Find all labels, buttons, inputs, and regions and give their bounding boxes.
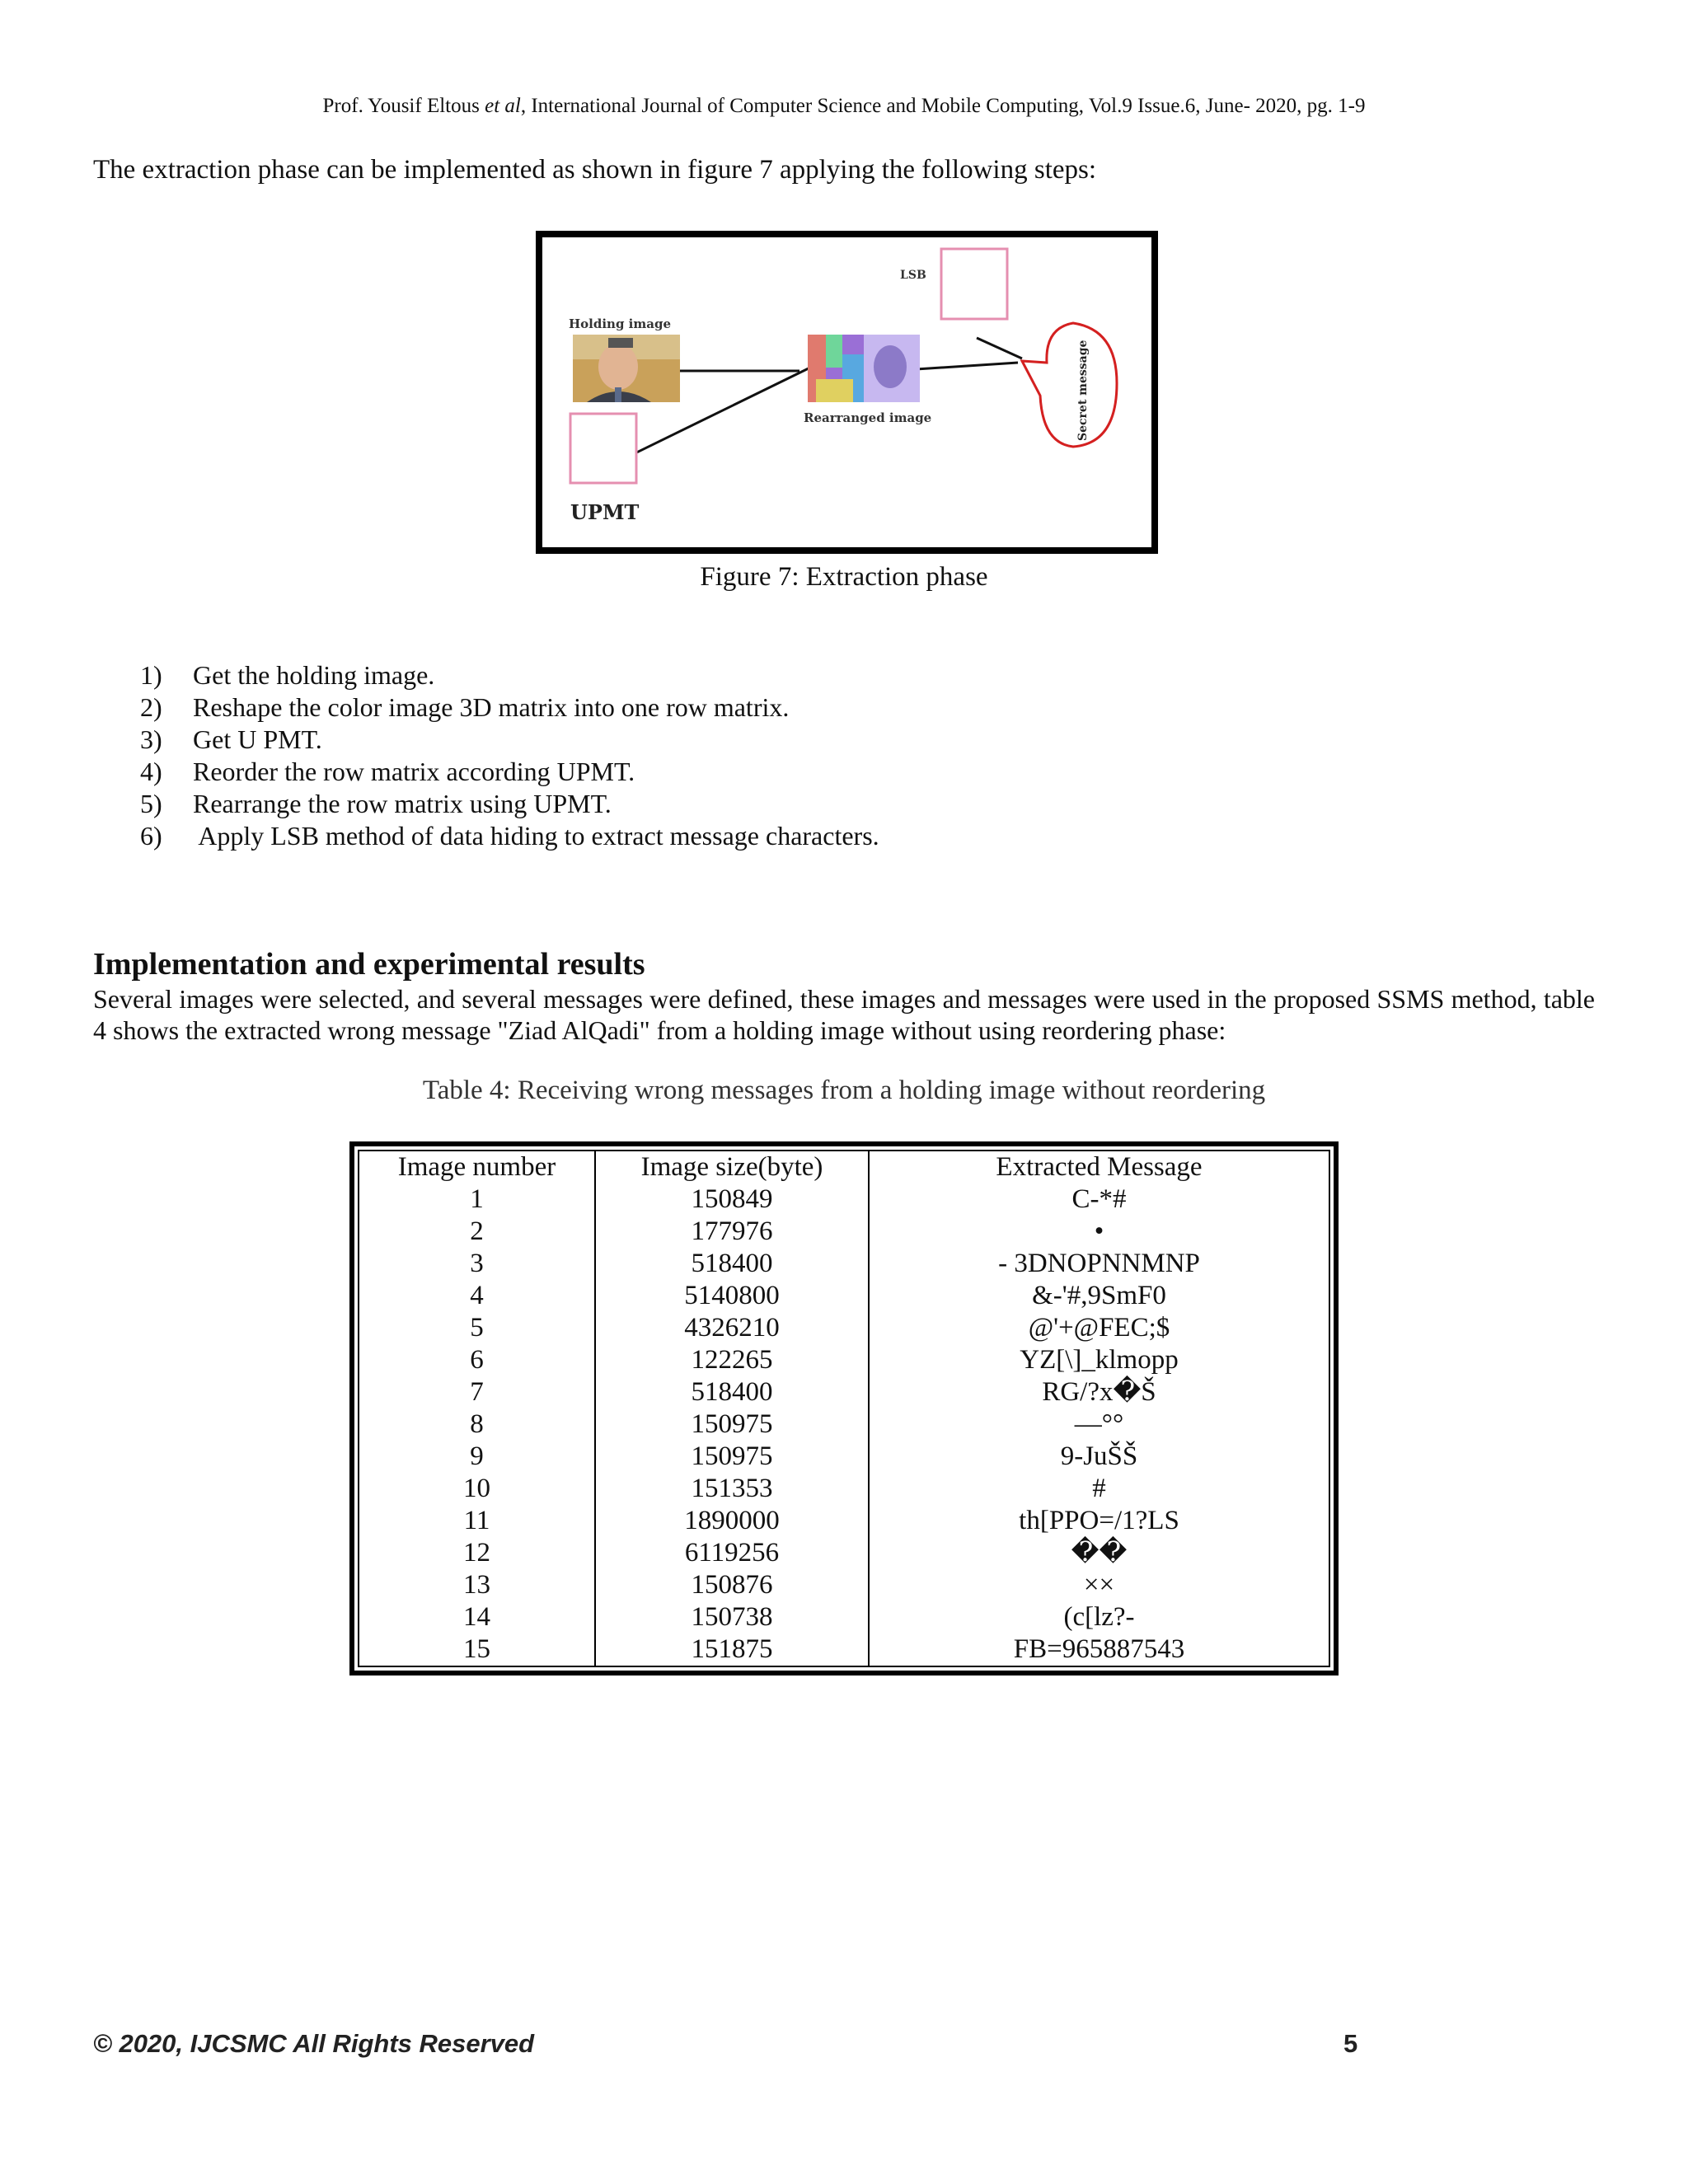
cell-image-size: 151875 — [595, 1633, 869, 1666]
table-row — [359, 1311, 1329, 1343]
table-row — [359, 1537, 1329, 1569]
cell-image-size: 150876 — [595, 1569, 869, 1601]
label-secret-message: Secret message — [1076, 340, 1090, 441]
table-row — [359, 1505, 1329, 1537]
running-header — [0, 95, 1688, 118]
table-row — [359, 1569, 1329, 1601]
cell-extracted-message: �� — [1071, 1538, 1128, 1568]
cell-image-number: 15 — [359, 1633, 595, 1666]
cell-image-number: 9 — [359, 1441, 595, 1473]
step-number: 4) — [140, 757, 162, 786]
step-text: Rearrange the row matrix using UPMT. — [193, 789, 612, 818]
holding-image-photo — [573, 335, 680, 402]
cell-image-number: 12 — [359, 1537, 595, 1569]
step-number: 1) — [140, 660, 162, 690]
cell-extracted-message: - 3DNOPNNMNP — [998, 1248, 1200, 1278]
header-etal: et al — [485, 95, 521, 117]
table-row — [359, 1247, 1329, 1279]
cell-extracted-message: • — [1094, 1216, 1104, 1246]
step-text: Reorder the row matrix according UPMT. — [193, 757, 635, 786]
label-lsb: LSB — [900, 269, 926, 282]
step-text: Get U PMT. — [193, 724, 322, 754]
step-text: Get the holding image. — [193, 660, 435, 690]
cell-image-number: 2 — [359, 1215, 595, 1247]
results-table — [349, 1141, 1339, 1675]
cell-image-size: 1890000 — [595, 1505, 869, 1537]
lsb-box — [941, 249, 1007, 319]
cell-image-number: 11 — [359, 1505, 595, 1537]
cell-image-size: 518400 — [595, 1247, 869, 1279]
header-image-number: Image number — [359, 1151, 595, 1183]
label-rearranged-image: Rearranged image — [804, 410, 932, 425]
cell-extracted-message: YZ[\]_klmopp — [1020, 1344, 1179, 1375]
footer-copyright: © 2020, IJCSMC All Rights Reserved — [93, 2029, 535, 2058]
steps-list — [140, 659, 879, 852]
list-item — [140, 756, 879, 788]
table-row — [359, 1633, 1329, 1666]
rearranged-image — [808, 335, 920, 402]
cell-image-size: 4326210 — [595, 1311, 869, 1343]
header-extracted-message: Extracted Message — [996, 1152, 1203, 1182]
header-journal: , International Journal of Computer Science and Mobile Computing, Vol.9 Issue.6, June- 2020, pg. 1-9 — [520, 95, 1366, 117]
figure-diagram — [536, 231, 1158, 554]
section-paragraph: Several images were selected, and several messages were defined, these images and messages were used in the proposed SSMS method, table 4 shows the extracted wrong message "Ziad AlQadi" from a holding image without using reordering phase: — [93, 984, 1595, 1045]
cell-image-size: 150849 — [595, 1183, 869, 1215]
cell-image-size: 150975 — [595, 1441, 869, 1473]
cell-image-number: 1 — [359, 1183, 595, 1215]
list-item — [140, 820, 879, 852]
header-authors: Prof. Yousif Eltous — [322, 95, 485, 117]
cell-image-number: 14 — [359, 1601, 595, 1633]
table-row — [359, 1441, 1329, 1473]
table-row — [359, 1183, 1329, 1215]
cell-image-number: 10 — [359, 1473, 595, 1505]
header-image-size: Image size(byte) — [595, 1151, 869, 1183]
cell-extracted-message: —°° — [1074, 1408, 1124, 1439]
figure-caption: Figure 7: Extraction phase — [700, 562, 988, 592]
table-row — [359, 1408, 1329, 1440]
cell-image-size: 518400 — [595, 1376, 869, 1408]
section-title: Implementation and experimental results — [93, 947, 645, 982]
step-number: 6) — [140, 821, 162, 851]
cell-image-size: 151353 — [595, 1473, 869, 1505]
cell-extracted-message: @'+@FEC;$ — [1028, 1312, 1170, 1343]
cell-extracted-message: FB=965887543 — [1013, 1634, 1185, 1665]
step-text: Reshape the color image 3D matrix into one row matrix. — [193, 692, 790, 722]
cell-extracted-message: th[PPO=/1?LS — [1019, 1506, 1179, 1536]
step-text: Apply LSB method of data hiding to extract message characters. — [193, 821, 879, 851]
table-row — [359, 1279, 1329, 1311]
list-item — [140, 659, 879, 691]
list-item — [140, 691, 879, 724]
step-number: 2) — [140, 692, 162, 722]
cell-extracted-message: ×× — [1083, 1570, 1115, 1601]
step-number: 5) — [140, 789, 162, 818]
figure-extraction-phase — [536, 231, 1158, 554]
cell-image-size: 6119256 — [595, 1537, 869, 1569]
cell-extracted-message: (c[lz?- — [1063, 1602, 1135, 1633]
cell-image-number: 8 — [359, 1408, 595, 1440]
list-item — [140, 788, 879, 820]
cell-extracted-message: # — [1092, 1474, 1106, 1504]
step-number: 3) — [140, 724, 162, 754]
label-holding-image: Holding image — [569, 316, 671, 331]
cell-extracted-message: RG/?x�Š — [1042, 1376, 1156, 1407]
table-row — [359, 1601, 1329, 1633]
cell-image-number: 3 — [359, 1247, 595, 1279]
cell-extracted-message: &-'#,9SmF0 — [1032, 1280, 1166, 1310]
cell-image-number: 13 — [359, 1569, 595, 1601]
cell-image-number: 7 — [359, 1376, 595, 1408]
table-row — [359, 1215, 1329, 1247]
table-caption: Table 4: Receiving wrong messages from a holding image without reordering — [422, 1076, 1266, 1105]
cell-extracted-message: 9-JuŠŠ — [1060, 1441, 1138, 1472]
cell-image-size: 150738 — [595, 1601, 869, 1633]
table-row — [359, 1376, 1329, 1408]
cell-image-number: 5 — [359, 1311, 595, 1343]
cell-image-size: 122265 — [595, 1343, 869, 1376]
table-header-row — [359, 1151, 1329, 1183]
table-row — [359, 1473, 1329, 1505]
cell-extracted-message: C-*# — [1071, 1183, 1127, 1214]
label-upmt: UPMT — [570, 500, 640, 524]
cell-image-number: 4 — [359, 1279, 595, 1311]
cell-image-size: 150975 — [595, 1408, 869, 1440]
page-number: 5 — [1343, 2029, 1358, 2058]
table-row — [359, 1343, 1329, 1376]
cell-image-size: 177976 — [595, 1215, 869, 1247]
upmt-box — [570, 414, 636, 483]
intro-paragraph: The extraction phase can be implemented as shown in figure 7 applying the following steps: — [93, 155, 1097, 185]
cell-image-size: 5140800 — [595, 1279, 869, 1311]
list-item — [140, 724, 879, 756]
cell-image-number: 6 — [359, 1343, 595, 1376]
